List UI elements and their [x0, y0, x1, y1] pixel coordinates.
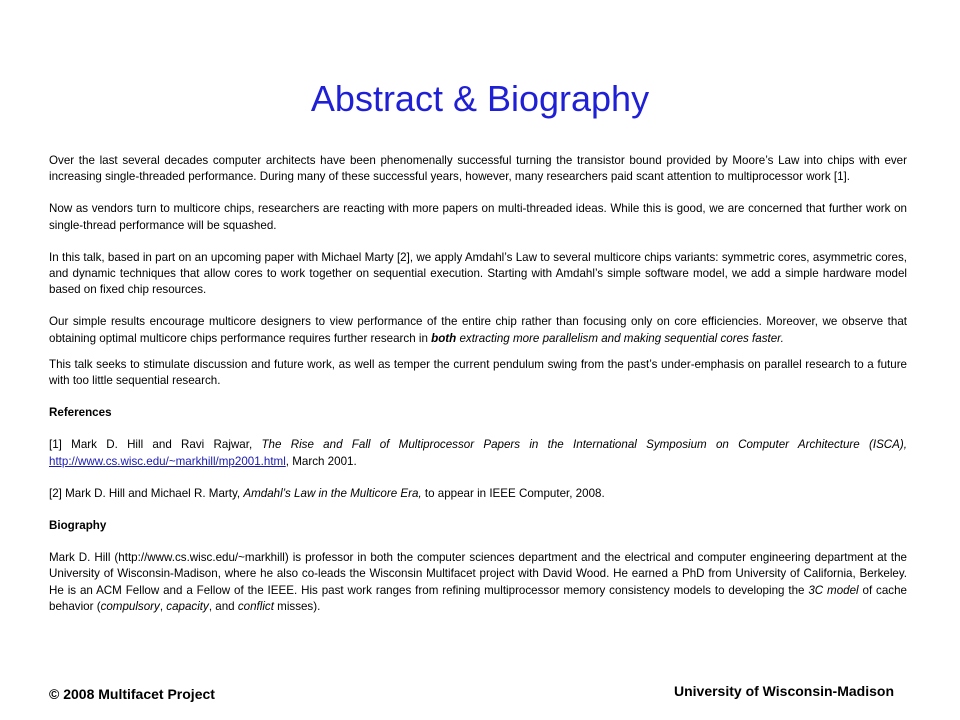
abstract-paragraph-4-start: Our simple results encourage multicore designers to view performance of the entire chip rather than focusing only on core efficiencies. Moreover, we observe that obtaining optimal multicore chips performance requires further research in	[49, 315, 907, 345]
reference-2-authors: [2] Mark D. Hill and Michael R. Marty,	[49, 486, 244, 500]
biography-heading: Biography	[49, 519, 107, 533]
reference-1-title: The Rise and Fall of Multiprocessor Papers in the International Symposium on Computer Architecture (ISCA),	[261, 438, 907, 452]
reference-1-link[interactable]: http://www.cs.wisc.edu/~markhill/mp2001.html	[49, 454, 286, 468]
emphasis-both: both	[431, 331, 457, 345]
references-heading: References	[49, 406, 112, 420]
reference-1-date: , March 2001.	[285, 454, 357, 468]
abstract-paragraph-5: This talk seeks to stimulate discussion and future work, as well as temper the current pendulum swing from the past’s under-emphasis on parallel research to a future with too little sequential research.	[49, 357, 907, 388]
abstract-paragraph-1: Over the last several decades computer architects have been phenomenally successful turning the transistor bound provided by Moore’s Law into chips with ever increasing single-threaded performance. During many of these successful years, however, many researchers paid scant attention to multiprocessor work [1].	[49, 154, 907, 184]
reference-2-title: Amdahl’s Law in the Multicore Era,	[243, 486, 422, 500]
reference-2-venue: to appear in IEEE Computer, 2008.	[421, 486, 605, 500]
biography-text	[49, 550, 907, 615]
slide-body	[49, 153, 907, 631]
reference-1-authors: [1] Mark D. Hill and Ravi Rajwar,	[49, 438, 262, 452]
bio-sep-1: ,	[159, 599, 167, 613]
reference-1	[49, 437, 907, 469]
reference-2	[49, 486, 907, 502]
abstract-paragraph-3: In this talk, based in part on an upcoming paper with Michael Marty [2], we apply Amdahl’s Law to several multicore chips variants: symmetric cores, asymmetric cores, and dynamic techniques that allow cores to work together on sequential execution. Starting with Amdahl’s simple software model, we add a simple hardware model based on fixed chip resources.	[49, 250, 907, 297]
bio-text-mid: of cache behavior (	[49, 583, 907, 613]
bio-sep-2: , and	[208, 599, 238, 613]
abstract-paragraph-4-end: extracting more parallelism and making sequential cores faster.	[456, 331, 784, 345]
bio-3c-model: 3C model	[808, 583, 859, 597]
abstract-paragraph-4	[49, 314, 907, 346]
footer-copyright: © 2008 Multifacet Project	[49, 686, 215, 702]
abstract-paragraph-2: Now as vendors turn to multicore chips, researchers are reacting with more papers on multi-threaded ideas. While this is good, we are concerned that further work on single-thread performance will be squashed.	[49, 202, 907, 232]
bio-capacity: capacity	[166, 599, 209, 613]
bio-text-end: misses).	[273, 599, 321, 613]
biography-text-start: Mark D. Hill (http://www.cs.wisc.edu/~markhill) is professor in both the computer sciences department and the electrical and computer engineering department at the University of Wisconsin-Madison, where he also co-leads the Wisconsin Multifacet project with David Wood. He earned a PhD from University of California, Berkeley. He is an ACM Fellow and a Fellow of the IEEE. His past work ranges from refining multiprocessor memory consistency models to developing the	[49, 551, 907, 597]
footer-institution: University of Wisconsin-Madison	[673, 683, 894, 699]
bio-conflict: conflict	[237, 599, 274, 613]
bio-compulsory: compulsory	[100, 599, 160, 613]
slide-title: Abstract & Biography	[310, 78, 650, 119]
